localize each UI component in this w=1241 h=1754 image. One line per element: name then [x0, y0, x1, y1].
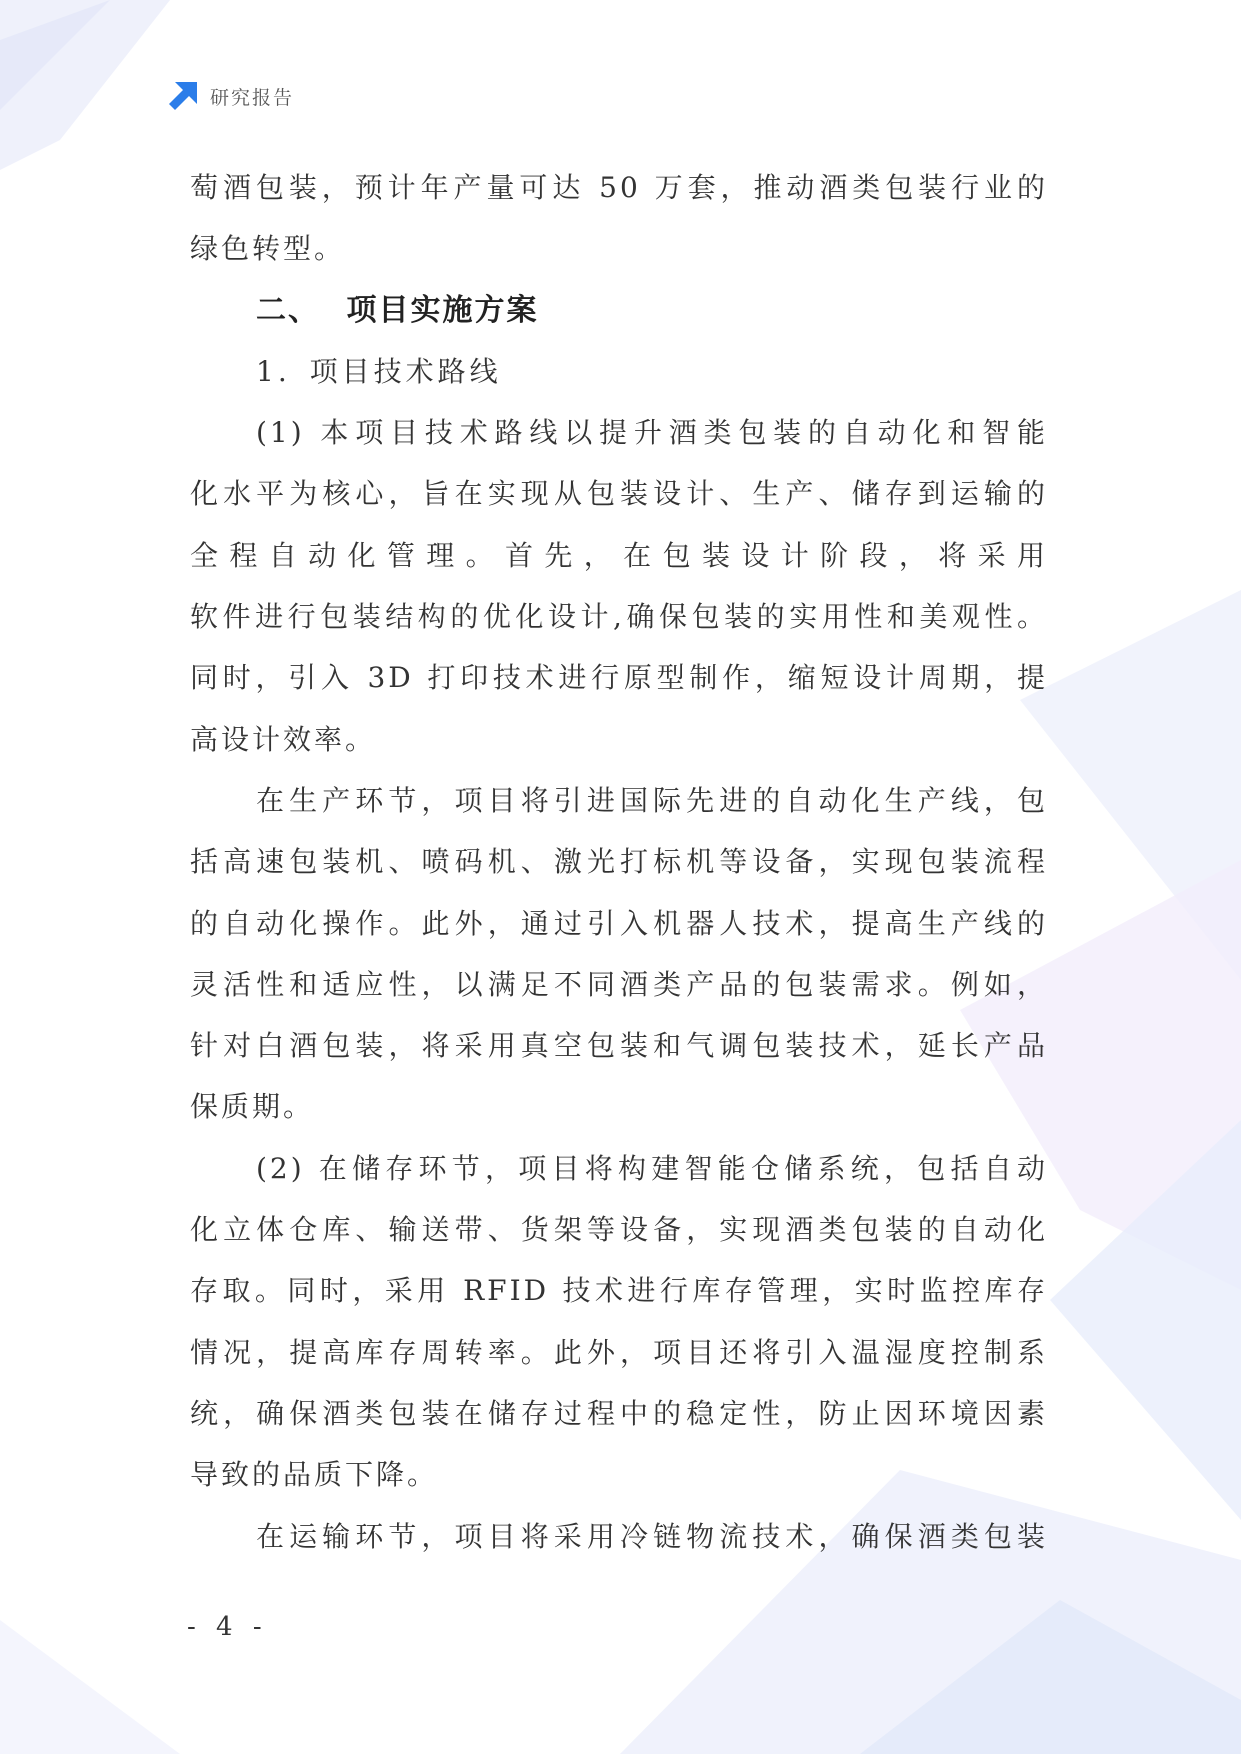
text-line: 萄酒包装，预计年产量可达 50 万套，推动酒类包装行业的	[190, 171, 1048, 204]
text-line: (1) 本项目技术路线以提升酒类包装的自动化和智能	[256, 416, 1048, 450]
page-number: - 4 -	[187, 1612, 268, 1642]
background-shape	[0, 0, 170, 170]
text-line: 括高速包装机、喷码机、激光打标机等设备，实现包装流程	[190, 845, 1048, 879]
subsection-heading: 1. 项目技术路线	[256, 354, 502, 388]
text-line: 软件进行包装结构的优化设计,确保包装的实用性和美观性。	[190, 600, 1048, 634]
text-line: 灵活性和适应性，以满足不同酒类产品的包装需求。例如，	[190, 967, 1048, 1001]
text-line: 绿色转型。	[190, 232, 346, 266]
section-heading: 二、 项目实施方案	[256, 292, 539, 328]
text-line: 高设计效率。	[190, 722, 377, 756]
text-line: 导致的品质下降。	[190, 1458, 439, 1492]
header-title: 研究报告	[210, 86, 295, 109]
text-line: 同时，引入 3D 打印技术进行原型制作，缩短设计周期，提	[190, 661, 1048, 695]
text-line: 在生产环节，项目将引进国际先进的自动化生产线，包	[256, 783, 1048, 817]
text-line: 保质期。	[190, 1090, 315, 1124]
text-line: 统，确保酒类包装在储存过程中的稳定性，防止因环境因素	[190, 1396, 1048, 1430]
text-line: 化水平为核心，旨在实现从包装设计、生产、储存到运输的	[190, 477, 1048, 511]
text-line: (2) 在储存环节，项目将构建智能仓储系统，包括自动	[256, 1151, 1048, 1185]
background-shape	[0, 1620, 180, 1754]
text-line: 的自动化操作。此外，通过引入机器人技术，提高生产线的	[190, 906, 1048, 940]
text-line: 存取。同时，采用 RFID 技术进行库存管理，实时监控库存	[190, 1274, 1048, 1308]
report-header	[168, 80, 294, 112]
arrow-up-right-icon	[168, 81, 198, 111]
text-line: 针对白酒包装，将采用真空包装和气调包装技术，延长产品	[190, 1029, 1048, 1063]
text-line: 情况，提高库存周转率。此外，项目还将引入温湿度控制系	[190, 1335, 1048, 1369]
text-line: 在运输环节，项目将采用冷链物流技术，确保酒类包装	[256, 1519, 1048, 1553]
text-line: 全程自动化管理。首先，在包装设计阶段，将采用	[190, 538, 1048, 572]
document-body	[190, 157, 1048, 1567]
text-line: 化立体仓库、输送带、货架等设备，实现酒类包装的自动化	[190, 1213, 1048, 1247]
